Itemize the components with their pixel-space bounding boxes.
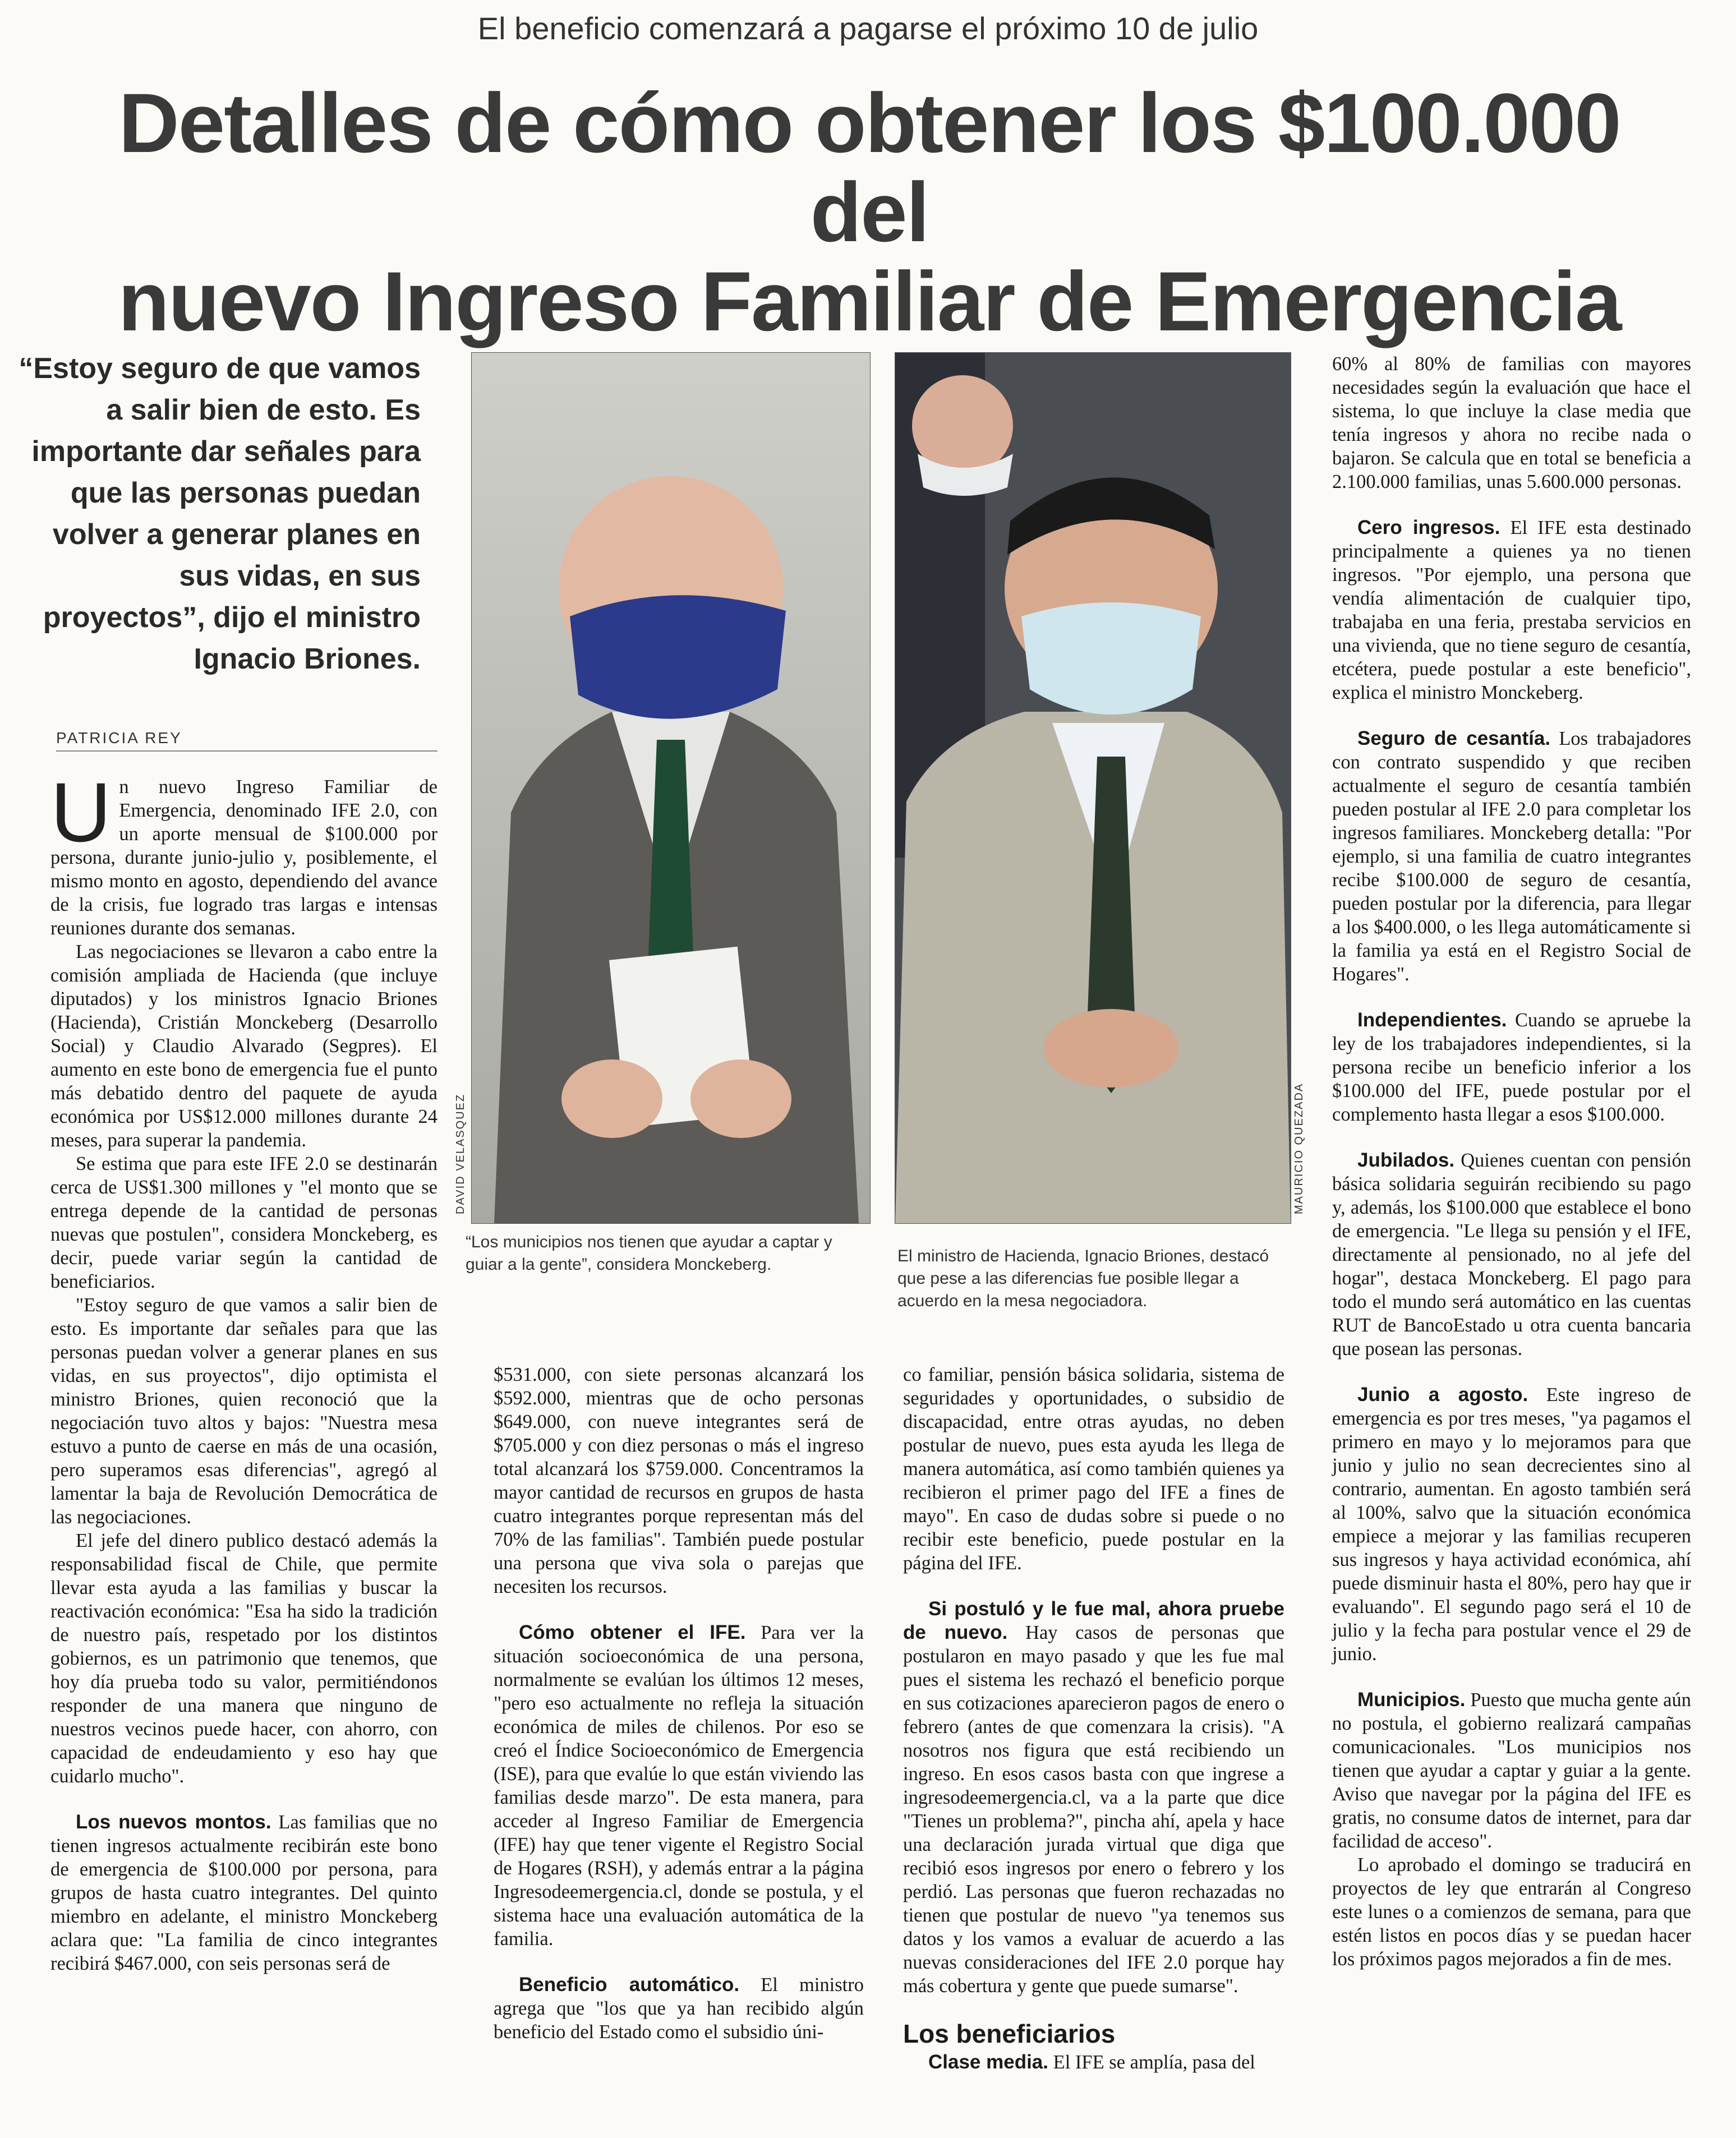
portrait-illustration-1 [472, 353, 870, 1223]
paragraph-3: Se estima que para este IFE 2.0 se destinarán cerca de US$1.300 millones y "el monto que se entrega depende de la cantidad de personas nuevas que postulen", considera Monckeberg, es decir, puede variar según la cantidad de beneficiarios. [50, 1153, 438, 1292]
section-lead: Municipios. [1357, 1689, 1466, 1711]
photo-briones [471, 352, 871, 1224]
section-lead: Cero ingresos. [1357, 517, 1500, 538]
paragraph-2: Las negociaciones se llevaron a cabo entre la comisión ampliada de Hacienda (que incluye diputados) y los ministros Ignacio Briones (Hacienda), Cristián Monckeberg (Desarrollo Social) y Claudio Alvarado (Segpres). El aumento en este bono de emergencia fue el punto más debatido dentro del paquete de ayuda económica por US$12.000 millones durante 24 meses, para superar la pandemia. [50, 941, 438, 1151]
section-lead: Jubilados. [1357, 1149, 1455, 1171]
article-column-1 [50, 765, 438, 1975]
section-lead: Beneficio automático. [519, 1974, 740, 1996]
pull-quote: “Estoy seguro de que vamos a salir bien de esto. Es importante dar señales para que las personas puedan volver a generar planes en sus vidas, en sus proyectos”, dijo el ministro Ignacio Briones. [19, 352, 421, 675]
paragraph-19: Municipios. Puesto que mucha gente aún no postula, el gobierno realizará campañas comunicacionales. "Los municipios nos tienen que ayudar a captar y guiar a la gente. Aviso que navegar por la página del IFE es gratis, no consume datos de internet, para dar facilidad de acceso". [1332, 1689, 1691, 1852]
paragraph-18: Junio a agosto. Este ingreso de emergencia es por tres meses, "ya pagamos el primero en mayo y lo mejoramos para que junio y julio no sean decrecientes sino al contrario, aumentan. En agosto también será al 100%, salvo que la situación económica empiece a mejorar y las familias recuperen sus ingresos y haya actividad económica, ahí puede disminuir hasta el 80%, pero hay que ir evaluando". El segundo pago será el 10 de julio y la fecha para postular vence el 29 de junio. [1332, 1384, 1691, 1665]
kicker: El beneficio comenzará a pagarse el próximo 10 de julio [477, 11, 1259, 46]
paragraph-17: Jubilados. Quienes cuentan con pensión básica solidaria seguirán recibiendo su pago y, además, los $100.000 que establece el bono de emergencia. "Le llega su pensión y el IFE, directamente al pensionado, no al jefe del hogar", destaca Monckeberg. El pago para todo el mundo será automático en las cuentas RUT de BancoEstado u otra cuenta bancaria que posean las personas. [1332, 1149, 1691, 1360]
section-lead: Cómo obtener el IFE. [519, 1621, 746, 1643]
paragraph-11: Si postuló y le fue mal, ahora pruebe de nuevo. Hay casos de personas que postularon en mayo pasado y que les fue mal pues el sistema les rechazó el beneficio porque en sus cotizaciones aparecieron pagos de enero o febrero (antes de que comenzara la crisis). "A nosotros nos figura que está recibiendo un ingreso. En esos casos basta con que ingrese a ingresodeemergencia.cl, va a la parte que dice "Tienes un problema?", pincha ahí, apela y hace una declaración jurada virtual que diga que recibió esos ingresos por enero o febrero y los perdió. Las personas que fueron rechazadas no tienen que postular de nuevo "ya tenemos sus datos y los vamos a evaluar de acuerdo a las nuevas consideraciones del IFE 2.0 porque hay más cobertura y gente que puede sumarse". [903, 1598, 1284, 1997]
paragraph-12: Clase media. El IFE se amplía, pasa del [928, 2051, 1255, 2073]
section-lead: Independientes. [1357, 1009, 1507, 1031]
article-column-4 [1332, 352, 1691, 1971]
paragraph-13: 60% al 80% de familias con mayores necesidades según la evaluación que hace el sistema, lo que incluye la clase media que tenía ingresos y ahora no recibe nada o bajaron. Se calcula que en total se beneficia a 2.100.000 familias, unas 5.600.000 personas. [1332, 353, 1691, 492]
section-lead: Clase media. [928, 2051, 1048, 2073]
article-column-2 [494, 1363, 864, 2044]
paragraph-16: Independientes. Cuando se apruebe la ley de los trabajadores independientes, si la persona recibe un beneficio inferior a los $100.000 del IFE, puede postular por el complemento hasta llegar a esos $100.000. [1332, 1009, 1691, 1125]
section-lead: Junio a agosto. [1357, 1384, 1528, 1406]
section-lead: Los nuevos montos. [76, 1811, 271, 1833]
paragraph-4: "Estoy seguro de que vamos a salir bien de esto. Es importante dar señales para que las personas puedan volver a generar planes en sus vidas, en sus proyectos", dijo optimista el ministro Briones, quien reconoció que la negociación tuvo altos y bajos: "Nuestra mesa estuvo a punto de caerse en más de una ocasión, pero superamos esas diferencias", agregó al lamentar la baja de Revolución Democrática de las negociaciones. [50, 1294, 438, 1528]
paragraph-14: Cero ingresos. El IFE esta destinado principalmente a quienes ya no tienen ingresos. "Por ejemplo, una persona que vendía alimentación de cualquier tipo, trabajaba en una feria, prestaba servicios en una vivienda, que no tiene seguro de cesantía, etcétera, puede postular a este beneficio", explica el ministro Monckeberg. [1332, 517, 1691, 703]
section-lead: Seguro de cesantía. [1357, 727, 1551, 749]
paragraph-9: Beneficio automático. El ministro agrega que "los que ya han recibido algún beneficio del Estado como el subsidio úni- [494, 1974, 864, 2043]
paragraph-1: Un nuevo Ingreso Familiar de Emergencia, denominado IFE 2.0, con un aporte mensual de $100.000 por persona, durante junio-julio y, posiblemente, el mismo monto en agosto, dependiendo del avance de la crisis, fue logrado tras largas e intensas reuniones durante dos semanas. [50, 765, 438, 939]
article-column-3 [903, 1363, 1284, 2074]
paragraph-10: co familiar, pensión básica solidaria, sistema de seguridades y oportunidades, o subsidio de discapacidad, entre otras ayudas, no deben postular de nuevo, pues esta ayuda les llega de manera automática, así como también quienes ya recibieron el primer pago del IFE a fines de mayo". En caso de dudas sobre si puede o no recibir este beneficio, puede postular en la página del IFE. [903, 1364, 1284, 1574]
headline-line-2: nuevo Ingreso Familiar de Emergencia [118, 254, 1621, 348]
paragraph-8: Cómo obtener el IFE. Para ver la situación socioeconómica de una persona, normalmente se evalúan los últimos 12 meses, "pero eso actualmente no refleja la situación económica de miles de chilenos. Por eso se creó el Índice Socioeconómico de Emergencia (ISE), para que evalúe lo que están viviendo las familias desde marzo". De esta manera, para acceder al Ingreso Familiar de Emergencia (IFE) hay que tener vigente el Registro Social de Hogares (RSH), y además entrar a la página Ingresodeemergencia.cl, donde se postula, y el sistema hace una evaluación automática de la familia. [494, 1621, 864, 1950]
paragraph-20: Lo aprobado el domingo se traducirá en proyectos de ley que entrarán al Congreso este lunes o a comienzos de semana, para que estén listos en pocos días y se puedan hacer los próximos pagos mejorados a fin de mes. [1332, 1854, 1691, 1970]
paragraph-7: $531.000, con siete personas alcanzará los $592.000, mientras que de ocho personas $649.000, con nueve integrantes será de $705.000 y con diez personas o más el ingreso total alcanzará los $759.000. Concentramos la mayor cantidad de recursos en grupos de hasta cuatro integrantes porque representan más del 70% de las familias". También puede postular una persona que viva sola o parejas que necesiten los recursos. [494, 1364, 864, 1597]
headline-line-1: Detalles de cómo obtener los $100.000 del [118, 76, 1620, 259]
photo-monckeberg [895, 352, 1291, 1224]
paragraph-5: El jefe del dinero publico destacó además la responsabilidad fiscal de Chile, que permite llevar esta ayuda a las familias y buscar la reactivación económica: "Esa ha sido la tradición de nuestro país, respetado por los distintos gobiernos, es un patrimonio que tenemos, que hoy día prueba todo su valor, permitiéndonos responder de una manera que ninguno de nuestros vecinos puede hacer, con ahorro, con capacidad de endeudamiento y eso hay que cuidarlo mucho". [50, 1530, 438, 1787]
headline [67, 76, 1671, 348]
photo-credit-1: DAVID VELASQUEZ [454, 1093, 467, 1214]
section-subhead: Los beneficiarios [903, 2019, 1116, 2048]
paragraph-15: Seguro de cesantía. Los trabajadores con contrato suspendido y que reciben actualmente el seguro de cesantía también pueden postular al IFE 2.0 para completar los ingresos familiares. Monckeberg detalla: "Por ejemplo, si una familia de cuatro integrantes recibe $100.000 de seguro de cesantía, pueden postular por la diferencia, para llegar a los $400.000, o les llega automáticamente si la familia ya está en el Registro Social de Hogares". [1332, 727, 1691, 985]
paragraph-6: Los nuevos montos. Las familias que no tienen ingresos actualmente recibirán este bono de emergencia de $100.000 por persona, para grupos de hasta cuatro integrantes. Del quinto miembro en adelante, el ministro Monckeberg aclara que: "La familia de cinco integrantes recibirá $467.000, con seis personas será de [50, 1811, 438, 1974]
photo-caption-2: El ministro de Hacienda, Ignacio Briones, destacó que pese a las diferencias fue posible llegar a acuerdo en la mesa negociadora. [897, 1247, 1269, 1310]
drop-cap: U [50, 765, 112, 859]
portrait-illustration-2 [895, 353, 1291, 1223]
byline: PATRICIA REY [56, 729, 438, 752]
photo-credit-2: MAURICIO QUEZADA [1293, 1082, 1305, 1214]
section-lead: Si postuló y le fue mal, ahora pruebe de nuevo. [903, 1598, 1284, 1643]
photo-caption-1: “Los municipios nos tienen que ayudar a captar y guiar a la gente”, considera Monckeberg. [466, 1233, 832, 1274]
